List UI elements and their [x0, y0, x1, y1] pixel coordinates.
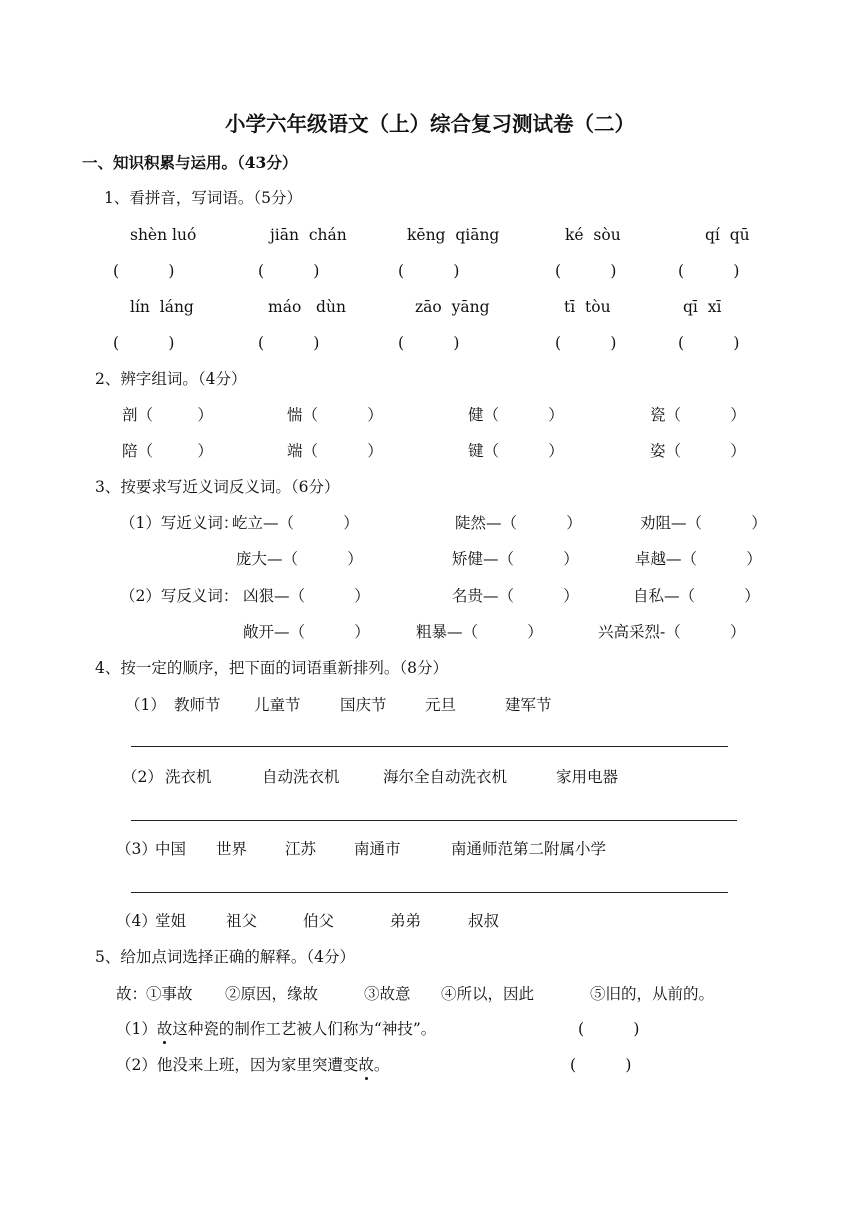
sentence-end: 。: [373, 1056, 390, 1074]
pinyin: qí qū: [705, 226, 750, 244]
word-item: 元旦: [425, 696, 457, 714]
sentence-number: （1）: [116, 1020, 157, 1038]
option-item: ①事故: [146, 985, 193, 1003]
char-word-item[interactable]: 剖（ ）: [122, 406, 213, 424]
q4-heading: 4、按一定的顺序，把下面的词语重新排列。（8分）: [95, 659, 448, 677]
word-item: 海尔全自动洗衣机: [383, 768, 508, 786]
pinyin: ké sòu: [565, 226, 621, 244]
char-word-item[interactable]: 惴（ ）: [287, 406, 383, 424]
pinyin: máo dùn: [268, 298, 346, 316]
antonym-item[interactable]: 兴高采烈-（ ）: [598, 623, 746, 641]
options-prefix: 故：: [116, 985, 148, 1003]
answer-blank[interactable]: ( ): [398, 334, 460, 352]
group-label: （3）: [116, 840, 157, 858]
answer-blank[interactable]: ( ): [113, 334, 175, 352]
pinyin: qī xī: [683, 298, 722, 316]
dotted-word: 故: [156, 1020, 173, 1038]
word-item: 教师节: [174, 696, 221, 714]
char-word-item[interactable]: 陪（ ）: [122, 442, 213, 460]
pinyin: lín láng: [130, 298, 194, 316]
synonym-item[interactable]: 庞大—（ ）: [236, 550, 363, 568]
sentence-text: （2）他没来上班，因为家里突遭变: [116, 1056, 359, 1074]
answer-blank[interactable]: ( ): [258, 262, 320, 280]
group-label: （2）: [122, 768, 163, 786]
group-label: （1）: [125, 696, 166, 714]
section-heading: 一、知识积累与运用。（43分）: [82, 153, 298, 172]
synonym-label: （1）写近义词：: [120, 514, 239, 532]
q3-heading: 3、按要求写近义词反义词。（6分）: [95, 478, 340, 496]
char-word-item[interactable]: 瓷（ ）: [650, 406, 746, 424]
pinyin: jiān chán: [270, 226, 347, 244]
word-item: 建军节: [505, 696, 552, 714]
pinyin: shèn luó: [130, 226, 197, 244]
word-item: 洗衣机: [165, 768, 212, 786]
q5-heading: 5、给加点词选择正确的解释。（4分）: [95, 948, 355, 966]
answer-blank[interactable]: ( ): [258, 334, 320, 352]
answer-blank[interactable]: ( ): [113, 262, 175, 280]
sentence-1: [116, 1022, 436, 1038]
dotted-word: 故: [358, 1056, 374, 1074]
option-item: ③故意: [364, 985, 411, 1003]
answer-blank[interactable]: ( ): [578, 1020, 640, 1038]
sentence-2: [116, 1058, 389, 1074]
antonym-item[interactable]: 凶狠—（ ）: [243, 587, 370, 605]
option-item: ④所以，因此: [441, 985, 535, 1003]
q2-heading: 2、辨字组词。（4分）: [95, 370, 247, 388]
answer-blank[interactable]: ( ): [398, 262, 460, 280]
q1-heading: 1、看拼音，写词语。（5分）: [104, 189, 302, 207]
synonym-item[interactable]: 屹立—（ ）: [232, 514, 359, 532]
synonym-item[interactable]: 矫健—（ ）: [452, 550, 579, 568]
word-item: 南通市: [354, 840, 401, 858]
antonym-item[interactable]: 名贵—（ ）: [452, 587, 579, 605]
antonym-item[interactable]: 粗暴—（ ）: [416, 623, 543, 641]
word-item: 自动洗衣机: [262, 768, 340, 786]
pinyin: tī tòu: [564, 298, 611, 316]
word-item: 家用电器: [556, 768, 619, 786]
char-word-item[interactable]: 姿（ ）: [650, 442, 746, 460]
word-item: 世界: [216, 840, 248, 858]
sentence-text: 这种瓷的制作工艺被人们称为“神技”。: [172, 1020, 437, 1038]
word-item: 中国: [155, 840, 187, 858]
word-item: 江苏: [285, 840, 317, 858]
word-item: 南通师范第二附属小学: [451, 840, 607, 858]
pinyin: zāo yāng: [415, 298, 490, 316]
word-item: 儿童节: [254, 696, 301, 714]
antonym-item[interactable]: 敞开—（ ）: [243, 623, 370, 641]
synonym-item[interactable]: 劝阻—（ ）: [640, 514, 767, 532]
answer-line[interactable]: [131, 820, 737, 821]
answer-line[interactable]: [131, 892, 728, 893]
antonym-item[interactable]: 自私—（ ）: [633, 587, 760, 605]
answer-blank[interactable]: ( ): [678, 334, 740, 352]
word-item: 弟弟: [390, 912, 422, 930]
char-word-item[interactable]: 端（ ）: [287, 442, 383, 460]
antonym-label: （2）写反义词：: [120, 587, 239, 605]
answer-blank[interactable]: ( ): [555, 334, 617, 352]
word-item: 叔叔: [468, 912, 500, 930]
pinyin: kēng qiāng: [407, 226, 500, 244]
char-word-item[interactable]: 健（ ）: [468, 406, 564, 424]
word-item: 祖父: [226, 912, 258, 930]
synonym-item[interactable]: 陡然—（ ）: [455, 514, 582, 532]
answer-line[interactable]: [131, 746, 728, 747]
word-item: 堂姐: [155, 912, 187, 930]
word-item: 国庆节: [340, 696, 387, 714]
answer-blank[interactable]: ( ): [678, 262, 740, 280]
answer-blank[interactable]: ( ): [570, 1056, 632, 1074]
char-word-item[interactable]: 键（ ）: [468, 442, 564, 460]
group-label: （4）: [116, 912, 157, 930]
synonym-item[interactable]: 卓越—（ ）: [635, 550, 762, 568]
option-item: ②原因，缘故: [225, 985, 319, 1003]
word-item: 伯父: [303, 912, 335, 930]
answer-blank[interactable]: ( ): [555, 262, 617, 280]
page-title: 小学六年级语文（上）综合复习测试卷（二）: [225, 112, 635, 136]
option-item: ⑤旧的，从前的。: [590, 985, 715, 1003]
